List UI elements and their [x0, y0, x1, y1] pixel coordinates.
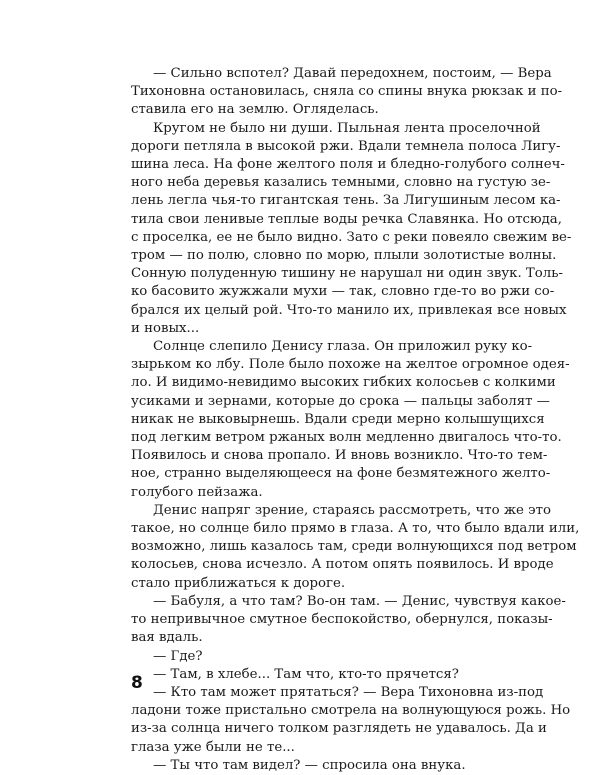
- text-line: возможно, лишь казалось там, среди волнующихся под ветром: [131, 539, 577, 555]
- text-line: ставила его на землю. Огляделась.: [131, 102, 379, 118]
- text-line: никак не выковырнешь. Вдали среди мерно колышущихся: [131, 411, 545, 427]
- text-line: лень легла чья-то гигантская тень. За Лигушиным лесом ка-: [131, 193, 561, 209]
- text-line: дороги петляла в высокой ржи. Вдали темнела полоса Лигу-: [131, 138, 561, 154]
- text-line: Денис напряг зрение, стараясь рассмотреть, что же это: [153, 502, 551, 518]
- text-line: и новых...: [131, 320, 200, 336]
- text-line: шина леса. На фоне желтого поля и бледно-голубого солнеч-: [131, 157, 565, 173]
- text-line: из-за солнца ничего толком разглядеть не удавалось. Да и: [131, 721, 547, 737]
- text-line: колосьев, снова исчезло. А потом опять появилось. И вроде: [131, 557, 554, 573]
- text-line: — Ты что там видел? — спросила она внука.: [153, 757, 466, 773]
- text-line: — Сильно вспотел? Давай передохнем, постоим, — Вера: [153, 66, 552, 81]
- text-line: зырьком ко лбу. Поле было похоже на желтое огромное одея-: [131, 357, 570, 373]
- text-line: усиками и зернами, которые до срока — пальцы заболят —: [131, 393, 550, 409]
- text-line: то непривычное смутное беспокойство, обернулся, показы-: [131, 612, 553, 628]
- text-line: — Там, в хлебе... Там что, кто-то прячется?: [153, 666, 459, 682]
- text-line: брался их целый рой. Что-то манило их, привлекая все новых: [131, 302, 567, 318]
- text-line: ное, странно выделяющееся на фоне безмятежного желто-: [131, 466, 551, 482]
- text-line: — Бабуля, а что там? Во-он там. — Денис, чувствуя какое-: [153, 593, 566, 609]
- text-line: ладони тоже пристально смотрела на волнующуюся рожь. Но: [131, 703, 571, 719]
- text-line: Сонную полуденную тишину не нарушал ни один звук. Толь-: [131, 266, 563, 282]
- text-line: вая вдаль.: [131, 630, 203, 646]
- text-line: с проселка, ее не было видно. Зато с реки повеяло свежим ве-: [131, 229, 572, 245]
- text-line: Тихоновна остановилась, сняла со спины внука рюкзак и по-: [131, 84, 563, 100]
- text-line: Появилось и снова пропало. И вновь возникло. Что-то тем-: [131, 448, 548, 464]
- text-line: Кругом не было ни души. Пыльная лента проселочной: [153, 120, 541, 136]
- text-line: под легким ветром ржаных волн медленно двигалось что-то.: [131, 430, 562, 446]
- text-line: Солнце слепило Денису глаза. Он приложил руку ко-: [153, 339, 533, 355]
- text-line: тила свои ленивые теплые воды речка Славянка. Но отсюда,: [131, 211, 562, 227]
- text-line: голубого пейзажа.: [131, 484, 263, 500]
- text-line: — Где?: [153, 648, 203, 664]
- text-line: — Кто там может прятаться? — Вера Тихоновна из-под: [153, 684, 544, 700]
- text-line: стало приближаться к дороге.: [131, 575, 346, 591]
- text-line: ко басовито жужжали мухи — так, словно где-то во ржи со-: [131, 284, 555, 300]
- page-text-block: [131, 65, 580, 775]
- text-line: ного неба деревья казались темными, словно на густую зе-: [131, 175, 551, 191]
- text-line: такое, но солнце било прямо в глаза. А то, что было вдали или,: [131, 521, 580, 537]
- page-number: 8: [131, 673, 143, 693]
- text-line: ло. И видимо-невидимо высоких гибких колосьев с колкими: [131, 375, 556, 391]
- text-line: глаза уже были не те...: [131, 739, 295, 755]
- text-line: тром — по полю, словно по морю, плыли золотистые волны.: [131, 248, 557, 264]
